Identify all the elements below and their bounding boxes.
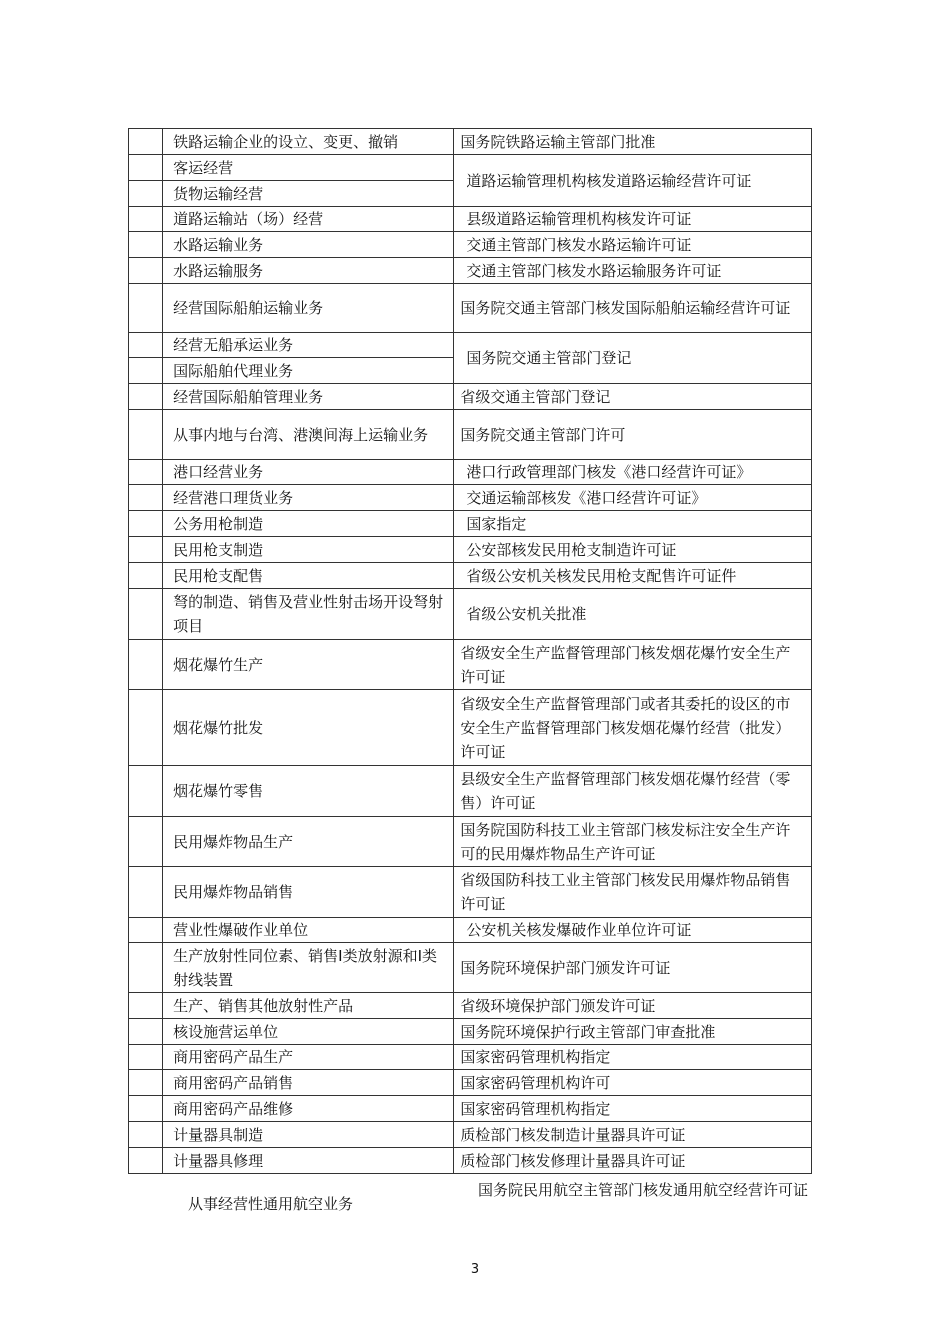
table-row <box>129 690 812 766</box>
index-cell <box>129 129 163 155</box>
authority-cell: 省级环境保护部门颁发许可证 <box>454 993 812 1019</box>
index-cell <box>129 1019 163 1045</box>
table-row <box>129 485 812 511</box>
table-row <box>129 563 812 589</box>
index-cell <box>129 537 163 563</box>
table-row <box>129 766 812 817</box>
table-row <box>129 258 812 284</box>
authority-cell: 交通运输部核发《港口经营许可证》 <box>454 485 812 511</box>
item-cell: 生产、销售其他放射性产品 <box>163 993 454 1019</box>
index-cell <box>129 993 163 1019</box>
item-cell: 商用密码产品生产 <box>163 1045 454 1070</box>
item-cell: 公务用枪制造 <box>163 511 454 537</box>
authority-cell: 省级交通主管部门登记 <box>454 384 812 410</box>
index-cell <box>129 410 163 460</box>
item-cell: 民用枪支制造 <box>163 537 454 563</box>
item-cell: 营业性爆破作业单位 <box>163 918 454 943</box>
table-row <box>129 993 812 1019</box>
index-cell <box>129 1045 163 1070</box>
item-cell: 商用密码产品销售 <box>163 1070 454 1096</box>
item-cell: 港口经营业务 <box>163 460 454 485</box>
table-row <box>129 333 812 358</box>
table-row <box>129 207 812 232</box>
item-cell: 民用爆炸物品生产 <box>163 817 454 867</box>
trailing-item-text: 从事经营性通用航空业务 <box>188 1195 354 1213</box>
index-cell <box>129 258 163 284</box>
trailing-authority-text: 国务院民用航空主管部门核发通用航空经营许可证 <box>478 1181 809 1199</box>
index-cell <box>129 1070 163 1096</box>
table-row <box>129 589 812 640</box>
authority-cell: 国务院国防科技工业主管部门核发标注安全生产许可的民用爆炸物品生产许可证 <box>454 817 812 867</box>
item-cell: 客运经营 <box>163 155 454 181</box>
item-cell: 铁路运输企业的设立、变更、撤销 <box>163 129 454 155</box>
item-cell: 经营无船承运业务 <box>163 333 454 358</box>
table-row <box>129 410 812 460</box>
index-cell <box>129 511 163 537</box>
authority-cell: 省级安全生产监督管理部门核发烟花爆竹安全生产许可证 <box>454 640 812 690</box>
authority-cell: 道路运输管理机构核发道路运输经营许可证 <box>454 155 812 207</box>
authority-cell: 国务院铁路运输主管部门批准 <box>454 129 812 155</box>
authority-cell: 省级公安机关核发民用枪支配售许可证件 <box>454 563 812 589</box>
item-cell: 国际船舶代理业务 <box>163 358 454 384</box>
authority-cell: 国家密码管理机构指定 <box>454 1096 812 1122</box>
index-cell <box>129 232 163 258</box>
authority-cell: 国家密码管理机构许可 <box>454 1070 812 1096</box>
item-cell: 计量器具制造 <box>163 1122 454 1148</box>
index-cell <box>129 384 163 410</box>
item-cell: 经营港口理货业务 <box>163 485 454 511</box>
authority-cell: 国务院交通主管部门登记 <box>454 333 812 384</box>
item-cell: 生产放射性同位素、销售Ⅰ类放射源和Ⅰ类射线装置 <box>163 943 454 993</box>
table-row <box>129 1096 812 1122</box>
table-row <box>129 155 812 181</box>
authority-cell: 国务院交通主管部门核发国际船舶运输经营许可证 <box>454 284 812 333</box>
authority-cell: 交通主管部门核发水路运输许可证 <box>454 232 812 258</box>
table-row <box>129 1070 812 1096</box>
item-cell: 经营国际船舶运输业务 <box>163 284 454 333</box>
index-cell <box>129 943 163 993</box>
table-row <box>129 817 812 867</box>
table-row <box>129 537 812 563</box>
table-row <box>129 384 812 410</box>
table-row <box>129 1019 812 1045</box>
item-cell: 核设施营运单位 <box>163 1019 454 1045</box>
index-cell <box>129 817 163 867</box>
table-row <box>129 460 812 485</box>
index-cell <box>129 485 163 511</box>
index-cell <box>129 766 163 817</box>
index-cell <box>129 563 163 589</box>
authority-cell: 省级安全生产监督管理部门或者其委托的设区的市安全生产监督管理部门核发烟花爆竹经营（批发）许可证 <box>454 690 812 766</box>
table-row <box>129 1045 812 1070</box>
authority-cell: 国家指定 <box>454 511 812 537</box>
index-cell <box>129 181 163 207</box>
item-cell: 烟花爆竹批发 <box>163 690 454 766</box>
table-row <box>129 284 812 333</box>
index-cell <box>129 207 163 232</box>
index-cell <box>129 640 163 690</box>
authority-cell: 国务院环境保护行政主管部门审查批准 <box>454 1019 812 1045</box>
index-cell <box>129 918 163 943</box>
authority-cell: 公安机关核发爆破作业单位许可证 <box>454 918 812 943</box>
table-row <box>129 918 812 943</box>
index-cell <box>129 284 163 333</box>
index-cell <box>129 333 163 358</box>
item-cell: 商用密码产品维修 <box>163 1096 454 1122</box>
index-cell <box>129 1122 163 1148</box>
item-cell: 民用爆炸物品销售 <box>163 867 454 918</box>
authority-cell: 公安部核发民用枪支制造许可证 <box>454 537 812 563</box>
item-cell: 水路运输业务 <box>163 232 454 258</box>
authority-cell: 交通主管部门核发水路运输服务许可证 <box>454 258 812 284</box>
license-table <box>128 128 812 1174</box>
item-cell: 经营国际船舶管理业务 <box>163 384 454 410</box>
authority-cell: 港口行政管理部门核发《港口经营许可证》 <box>454 460 812 485</box>
authority-cell: 省级国防科技工业主管部门核发民用爆炸物品销售许可证 <box>454 867 812 918</box>
table-row <box>129 867 812 918</box>
index-cell <box>129 589 163 640</box>
authority-cell: 国务院交通主管部门许可 <box>454 410 812 460</box>
index-cell <box>129 690 163 766</box>
table-row <box>129 511 812 537</box>
item-cell: 弩的制造、销售及营业性射击场开设弩射项目 <box>163 589 454 640</box>
item-cell: 民用枪支配售 <box>163 563 454 589</box>
index-cell <box>129 155 163 181</box>
item-cell: 货物运输经营 <box>163 181 454 207</box>
authority-cell: 质检部门核发修理计量器具许可证 <box>454 1148 812 1174</box>
page-number: 3 <box>470 1262 480 1277</box>
table-row <box>129 943 812 993</box>
table-row <box>129 129 812 155</box>
item-cell: 烟花爆竹零售 <box>163 766 454 817</box>
authority-cell: 省级公安机关批准 <box>454 589 812 640</box>
authority-cell: 国务院环境保护部门颁发许可证 <box>454 943 812 993</box>
item-cell: 计量器具修理 <box>163 1148 454 1174</box>
item-cell: 烟花爆竹生产 <box>163 640 454 690</box>
item-cell: 从事内地与台湾、港澳间海上运输业务 <box>163 410 454 460</box>
item-cell: 水路运输服务 <box>163 258 454 284</box>
authority-cell: 县级安全生产监督管理部门核发烟花爆竹经营（零售）许可证 <box>454 766 812 817</box>
table-row <box>129 640 812 690</box>
table-row <box>129 232 812 258</box>
index-cell <box>129 358 163 384</box>
table-row <box>129 1122 812 1148</box>
item-cell: 道路运输站（场）经营 <box>163 207 454 232</box>
authority-cell: 质检部门核发制造计量器具许可证 <box>454 1122 812 1148</box>
index-cell <box>129 460 163 485</box>
authority-cell: 县级道路运输管理机构核发许可证 <box>454 207 812 232</box>
authority-cell: 国家密码管理机构指定 <box>454 1045 812 1070</box>
index-cell <box>129 1148 163 1174</box>
trailing-entry <box>128 1178 812 1230</box>
index-cell <box>129 1096 163 1122</box>
table-row <box>129 1148 812 1174</box>
index-cell <box>129 867 163 918</box>
